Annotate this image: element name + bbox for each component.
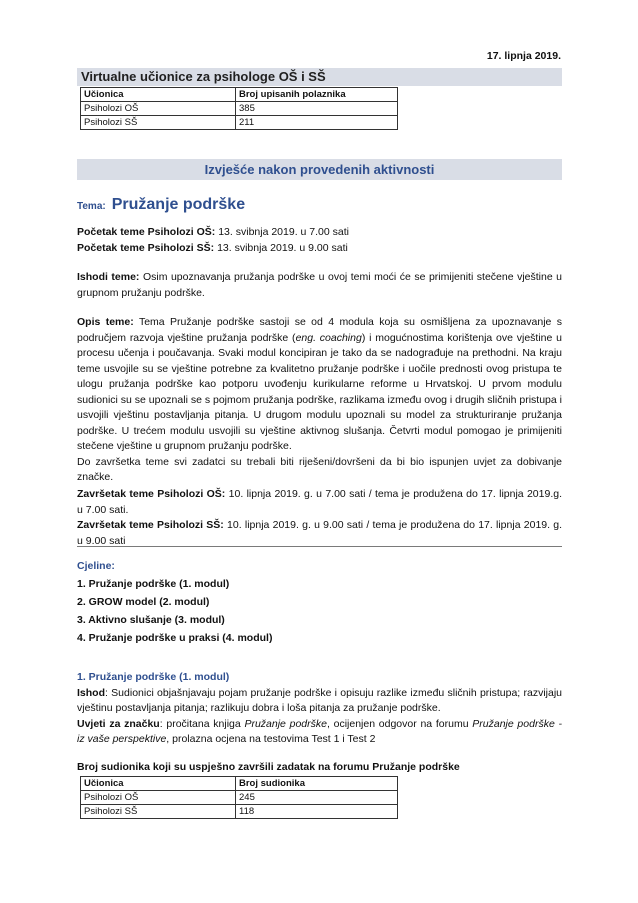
start-ss [77, 241, 562, 257]
opis-section [77, 315, 562, 486]
cjeline-section [77, 557, 562, 647]
table-header-cell: Broj sudionika [236, 777, 398, 791]
table-cell: Psiholozi OŠ [81, 102, 236, 116]
table-cell: 118 [236, 805, 398, 819]
start-ss-label: Početak teme Psiholozi SŠ: [77, 241, 215, 254]
module1-ishod [77, 686, 562, 717]
start-section [77, 225, 562, 256]
ishodi-text: Osim upoznavanja pružanja podrške u ovoj temi moći će se primijeniti stečene vještine u grupnom pružanju podrške. [77, 271, 563, 299]
module1-uvjeti-text: , ocijenjen odgovor na forumu [326, 717, 473, 730]
table-cell: 211 [236, 116, 398, 130]
header-title: Virtualne učionice za psihologe OŠ i SŠ [81, 69, 326, 84]
table-header-cell: Učionica [81, 88, 236, 102]
tema-label: Tema: [77, 201, 106, 212]
document-date: 17. lipnja 2019. [486, 50, 561, 62]
start-os [77, 225, 562, 241]
end-ss-value: 10. lipnja 2019. g. u 9.00 sati / tema je produžena do 17. lipnja 2019. g. u 9.00 sati [77, 519, 563, 547]
opis-text-italic: eng. coaching [295, 331, 362, 344]
module1-uvjeti-label: Uvjeti za značku [77, 717, 160, 730]
table-cell: 385 [236, 102, 398, 116]
start-os-label: Početak teme Psiholozi OŠ: [77, 226, 216, 238]
table-cell: 245 [236, 791, 398, 805]
tema-value: Pružanje podrške [111, 196, 246, 213]
opis-label: Opis teme: [77, 316, 134, 328]
ishodi-label: Ishodi teme: [77, 271, 140, 283]
end-ss-label: Završetak teme Psiholozi SŠ: [77, 519, 224, 531]
end-ss [77, 518, 562, 549]
table-row [81, 791, 398, 805]
list-item: 2. GROW model (2. modul) [77, 596, 210, 608]
list-item: 4. Pružanje podrške u praksi (4. modul) [77, 632, 273, 644]
table-header-cell: Broj upisanih polaznika [236, 88, 398, 102]
table-cell: Psiholozi SŠ [81, 805, 236, 819]
module1-uvjeti [77, 717, 562, 748]
start-ss-value: 13. svibnja 2019. u 9.00 sati [217, 241, 348, 254]
end-section [77, 487, 562, 549]
opis-text-3: Do završetka teme svi zadatci su trebali biti riješeni/dovršeni da bi bio ispunjen uvjet za dobivanje značke. [77, 455, 562, 483]
table-header-row [81, 777, 398, 791]
ishodi-section [77, 270, 562, 301]
cjeline-label: Cjeline: [77, 560, 115, 572]
module1-ishod-label: Ishod [77, 686, 105, 699]
opis-text-1: Tema Pružanje podrške sastoji se od 4 modula koja su osmišljena za upoznavanje s područjem razvoja vještine pružanja podrške ( [77, 316, 562, 344]
list-item: 1. Pružanje podrške (1. modul) [77, 578, 230, 590]
end-os [77, 487, 562, 518]
section-divider [77, 546, 562, 547]
table-cell: Psiholozi OŠ [81, 791, 236, 805]
module1-uvjeti-italic: Pružanje podrške - iz vaše perspektive [77, 717, 562, 745]
end-os-value: 10. lipnja 2019. g. u 7.00 sati / tema je produžena do 17. lipnja 2019.g. u 7.00 sati. [77, 488, 562, 516]
table-row [81, 116, 398, 130]
classrooms-table [80, 87, 398, 130]
module1-uvjeti-italic: Pružanje podrške [244, 717, 327, 730]
table-header-cell: Učionica [81, 777, 236, 791]
module1-section [77, 670, 562, 748]
opis-text-2: ) i mogućnostima korištenja ove vještine u procesu učenja i poučavanja. Svaki modul koncipiran je tako da se nadograđuje na prethodni. Na kraju teme usvojile su se vještine potrebne za kvalitetno pružanje podrške i uočile prednosti ovog pristupa te ulogu pružanja podrške kao potporu uvođenju kurikularne reforme u Hrvatskoj. U prvom modulu sudionici su se upoznali se s pojmom pružanja podrške, razlikama između ovog i drugih sličnih pristupa i usvojili vještinu postavljanja pitanja. U drugom modulu upoznali su model za strukturiranje pružanja podrške. U trećem modulu usvojili su vještine aktivnog slušanja. Četvrti modul pomogao je primijeniti stečene vještine u grupnom pružanju podrške. [77, 331, 562, 452]
table-row [81, 102, 398, 116]
end-os-label: Završetak teme Psiholozi OŠ: [77, 488, 226, 500]
start-os-value: 13. svibnja 2019. u 7.00 sati [218, 226, 349, 238]
module1-title: 1. Pružanje podrške (1. modul) [77, 671, 230, 683]
report-title-bar [77, 159, 562, 180]
tema-row [77, 196, 562, 214]
list-item: 3. Aktivno slušanje (3. modul) [77, 614, 225, 626]
header-bar [77, 68, 562, 86]
module1-uvjeti-text: : pročitana knjiga [159, 717, 245, 730]
forum-title: Broj sudionika koji su uspješno završili zadatak na forumu Pružanje podrške [77, 761, 460, 773]
forum-table [80, 776, 398, 819]
opis-paragraph [77, 315, 562, 455]
table-row [81, 805, 398, 819]
module1-ishod-text: : Sudionici objašnjavaju pojam pružanje podrške i opisuju razlike između sličnih pristupa; razvijaju vještinu postavljanja pitanja; razlikuju dobra i loša pitanja za pružanje podrške. [77, 686, 562, 714]
table-header-row [81, 88, 398, 102]
report-title: Izvješće nakon provedenih aktivnosti [204, 162, 435, 177]
module1-uvjeti-text: , prolazna ocjena na testovima Test 1 i Test 2 [166, 733, 376, 745]
table-cell: Psiholozi SŠ [81, 116, 236, 130]
